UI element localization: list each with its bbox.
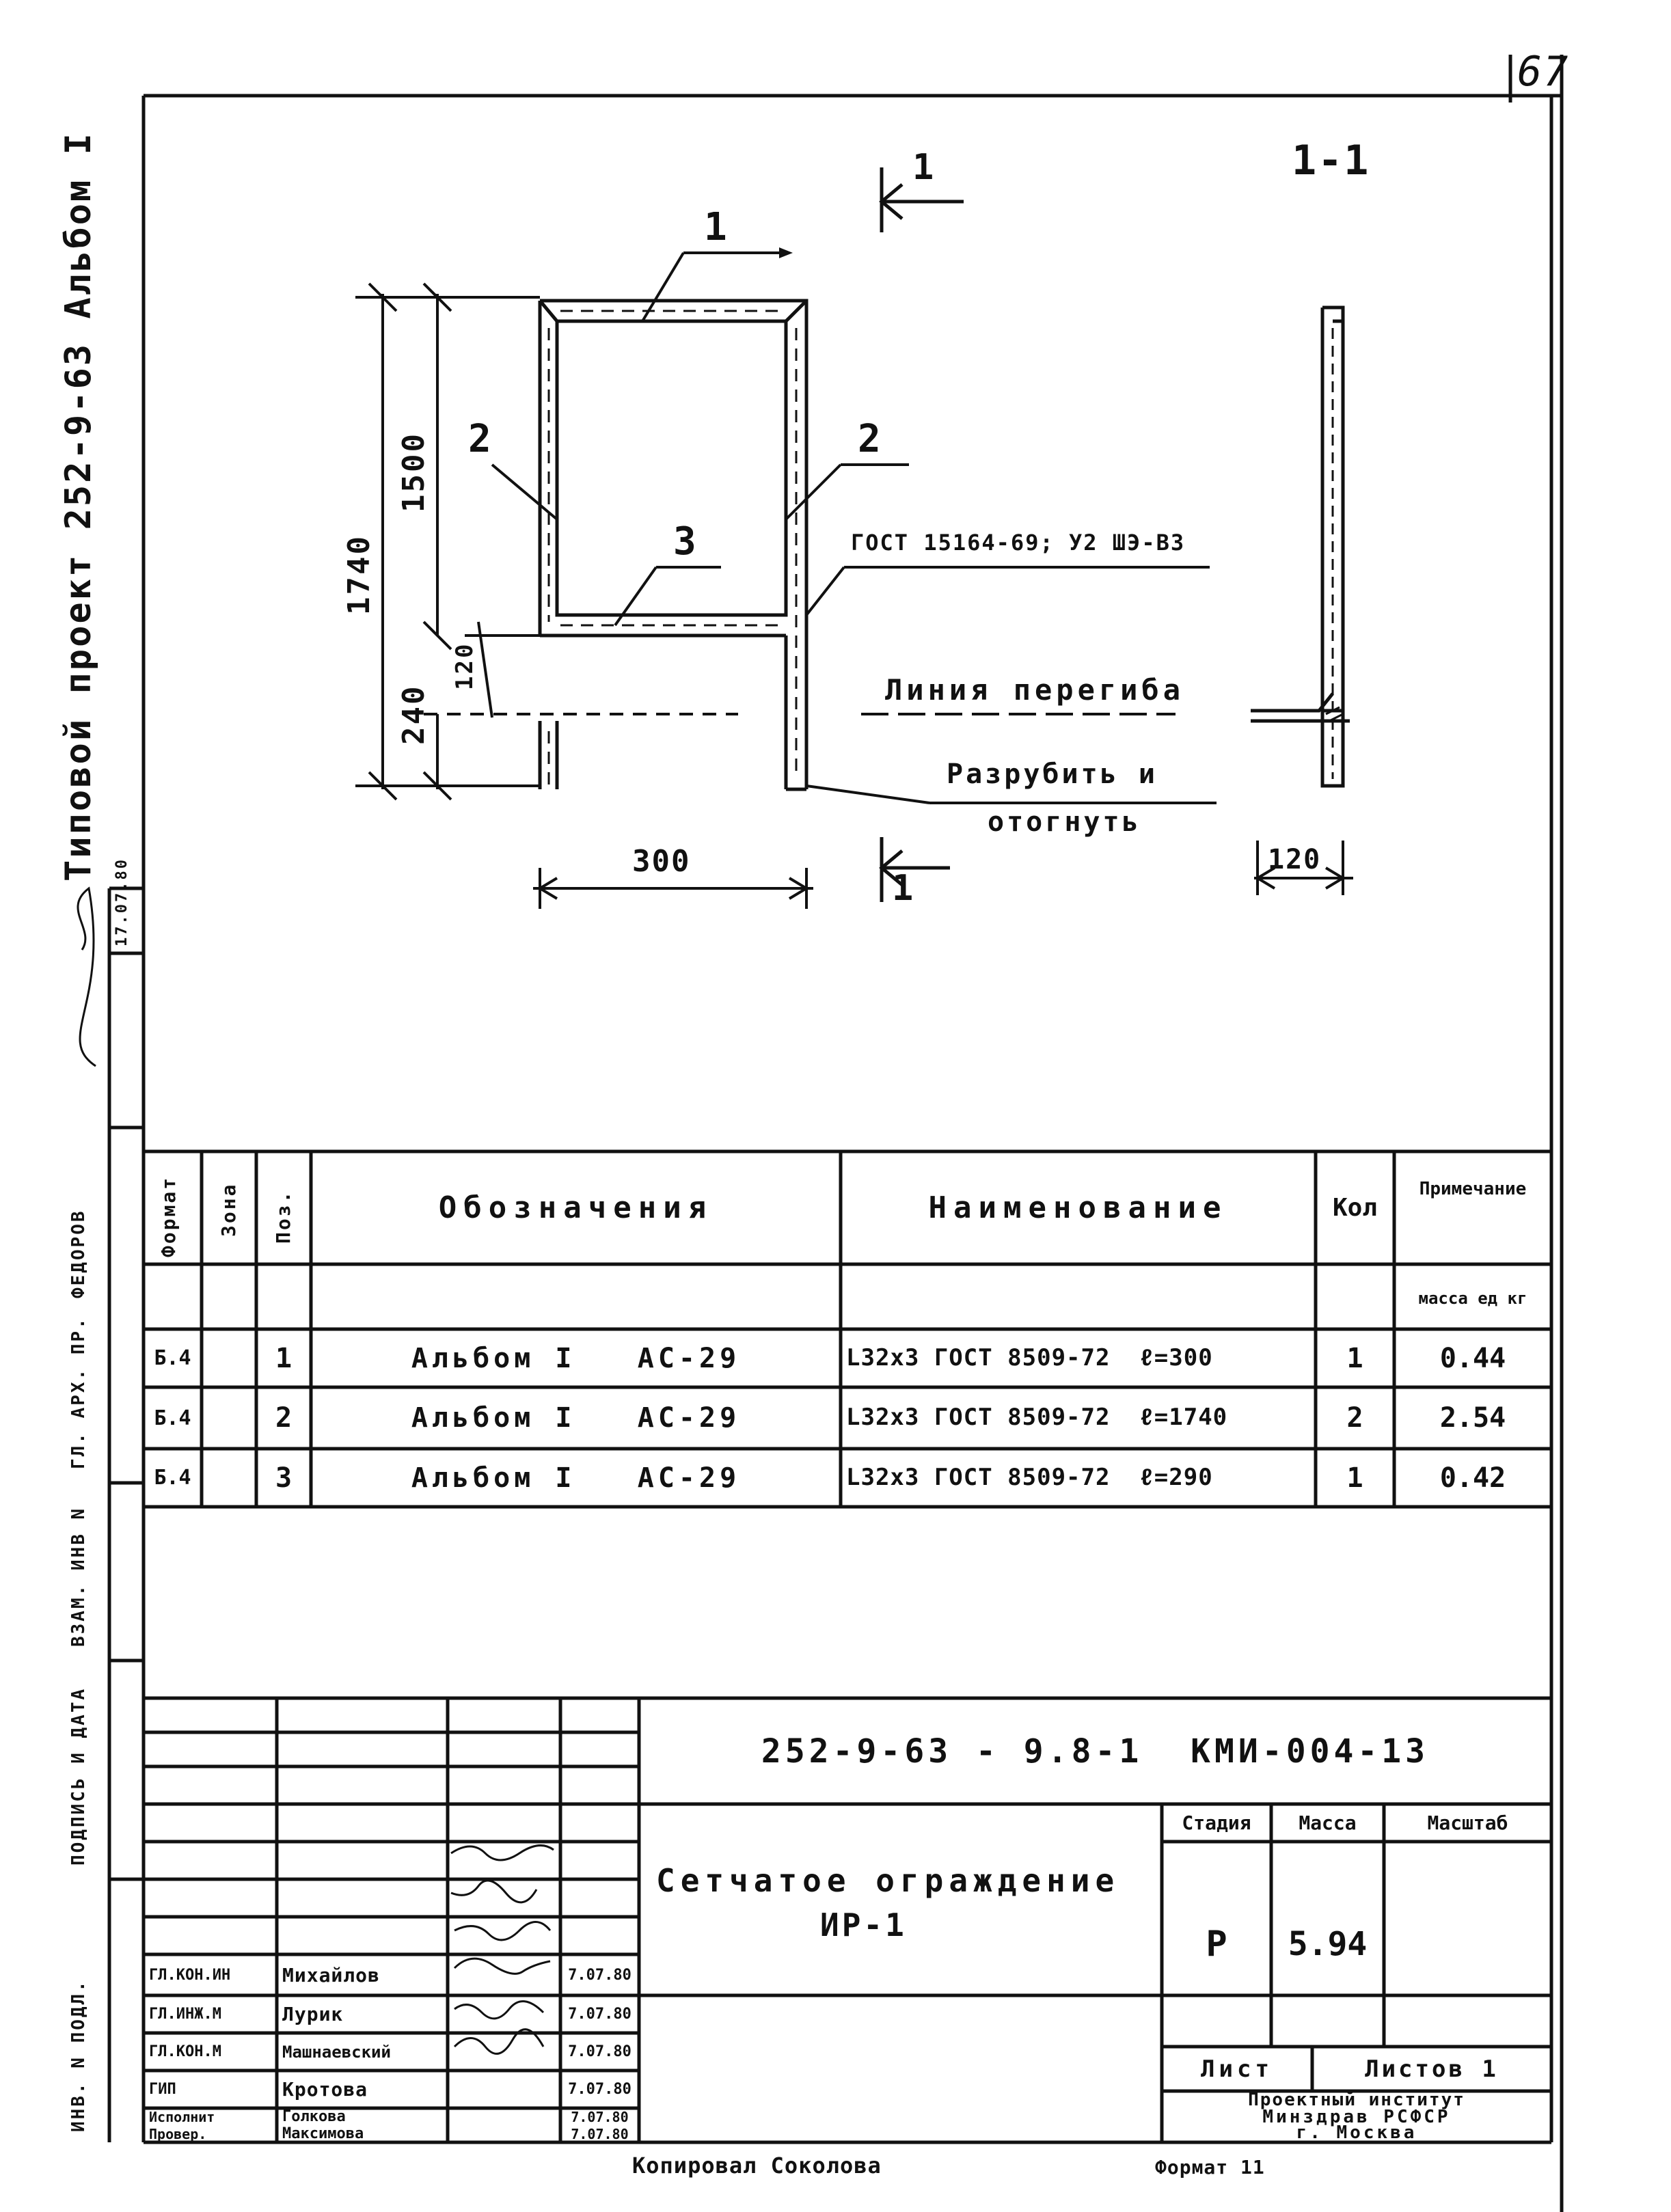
- signature-role: ГЛ.КОН.М: [149, 2043, 221, 2060]
- header-note: Примечание: [1419, 1179, 1527, 1199]
- row-designation: Альбом I АС-29: [411, 1462, 741, 1494]
- signature-date: 7.07.80: [568, 2043, 631, 2060]
- side-field-date: 17.07.80: [113, 858, 131, 946]
- cut-note-line2: отогнуть: [988, 806, 1141, 838]
- header-qty: Кол: [1332, 1194, 1378, 1222]
- weld-note: ГОСТ 15164-69; У2 ШЭ-В3: [851, 530, 1186, 556]
- signature-name: Михайлов: [282, 1963, 380, 1986]
- signature-date: 7.07.80: [568, 2081, 631, 2098]
- stage-label: Стадия: [1182, 1812, 1251, 1834]
- dimension-120-horizontal: 120: [1268, 844, 1322, 875]
- signature-date: 7.07.80: [571, 2125, 629, 2142]
- side-field-signature-date: ПОДПИСЬ И ДАТА: [68, 1687, 89, 1866]
- drawing-title-line1: Сетчатое ограждение: [656, 1862, 1120, 1899]
- row-name: L32x3 ГОСТ 8509-72 ℓ=300: [846, 1343, 1213, 1371]
- side-field-replaced-inv: ВЗАМ. ИНВ N: [68, 1506, 89, 1647]
- dimension-300: 300: [632, 844, 691, 879]
- dimension-1740: 1740: [342, 534, 377, 615]
- organization-line1: Проектный институт: [1248, 2089, 1465, 2110]
- side-field-inv: ИНВ. N ПОДЛ.: [68, 1979, 89, 2132]
- scale-value: [1384, 1842, 1551, 2047]
- header-designation: Обозначения: [438, 1190, 714, 1225]
- bend-line-label: Линия перегиба: [885, 673, 1185, 707]
- stage-value: Р: [1206, 1924, 1227, 1965]
- signature-role: ГИП: [149, 2081, 176, 2098]
- mass-label: Масса: [1299, 1812, 1357, 1834]
- sheets-label: Листов 1: [1365, 2055, 1499, 2083]
- position-3-label: 3: [673, 519, 698, 564]
- signature-name: Лурик: [282, 2003, 344, 2025]
- scale-label: Масштаб: [1427, 1812, 1508, 1834]
- header-format: Формат: [157, 1175, 180, 1257]
- organization-line3: г. Москва: [1296, 2122, 1417, 2143]
- row-name: L32x3 ГОСТ 8509-72 ℓ=1740: [846, 1404, 1228, 1431]
- section-mark-top: 1: [912, 147, 936, 188]
- signature-name: Машнаевский: [282, 2042, 391, 2062]
- row-mass: 0.42: [1439, 1462, 1506, 1494]
- dimension-120-vertical: 120: [451, 642, 478, 690]
- signature-role: Исполнит: [149, 2108, 215, 2125]
- sheet-label: Лист: [1201, 2055, 1273, 2083]
- mass-value: 5.94: [1288, 1925, 1368, 1963]
- signature-date: 7.07.80: [571, 2108, 629, 2125]
- fedorov-signature: [78, 888, 96, 1066]
- row-qty: 1: [1346, 1342, 1363, 1374]
- row-format: Б.4: [154, 1466, 191, 1490]
- dimension-240: 240: [396, 684, 431, 745]
- header-note-mass: масса ед кг: [1418, 1289, 1527, 1308]
- section-label: 1-1: [1292, 137, 1370, 185]
- position-2-right-label: 2: [858, 417, 882, 461]
- side-field-fedorov: ФЕДОРОВ: [68, 1209, 89, 1298]
- organization-line2: Минздрав РСФСР: [1262, 2106, 1451, 2127]
- row-position: 2: [275, 1402, 293, 1434]
- side-field-chief-architect: ГЛ. АРХ. ПР.: [68, 1316, 89, 1469]
- row-qty: 1: [1346, 1462, 1363, 1494]
- dimension-1500: 1500: [396, 432, 431, 513]
- section-1-1-view: [1251, 308, 1350, 786]
- page-number: 67: [1517, 48, 1570, 96]
- signature-role: Провер.: [149, 2125, 207, 2142]
- sheet-format: Формат 11: [1155, 2156, 1265, 2179]
- row-designation: Альбом I АС-29: [411, 1402, 741, 1434]
- header-zone: Зона: [217, 1182, 240, 1237]
- signature-date: 7.07.80: [568, 1966, 631, 1984]
- row-name: L32x3 ГОСТ 8509-72 ℓ=290: [846, 1463, 1213, 1491]
- signature-name: Кротова: [282, 2078, 368, 2101]
- row-qty: 2: [1346, 1402, 1363, 1434]
- row-position: 3: [275, 1462, 293, 1494]
- row-mass: 2.54: [1439, 1402, 1506, 1434]
- cut-note-line1: Разрубить и: [947, 759, 1158, 790]
- signature-role: ГЛ.КОН.ИН: [149, 1966, 231, 1984]
- signature-name: Максимова: [282, 2125, 364, 2142]
- row-format: Б.4: [154, 1406, 191, 1430]
- signature-name: Голкова: [282, 2108, 346, 2125]
- copied-by: Копировал Соколова: [632, 2153, 882, 2179]
- position-1-label: 1: [704, 205, 729, 249]
- row-format: Б.4: [154, 1346, 191, 1370]
- drawing-title-line2: ИР-1: [820, 1907, 907, 1943]
- header-name: Наименование: [928, 1190, 1228, 1225]
- signature-date: 7.07.80: [568, 2006, 631, 2023]
- header-position: Поз.: [272, 1189, 295, 1244]
- row-designation: Альбом I АС-29: [411, 1342, 741, 1374]
- section-mark-bottom: 1: [892, 868, 915, 909]
- row-position: 1: [275, 1342, 293, 1374]
- signature-role: ГЛ.ИНЖ.М: [149, 2006, 221, 2023]
- row-mass: 0.44: [1439, 1342, 1506, 1374]
- position-2-left-label: 2: [468, 417, 493, 461]
- document-code: 252-9-63 - 9.8-1 КМИ-004-13: [761, 1732, 1430, 1771]
- project-title: Типовой проект 252-9-63 Альбом I: [58, 131, 99, 882]
